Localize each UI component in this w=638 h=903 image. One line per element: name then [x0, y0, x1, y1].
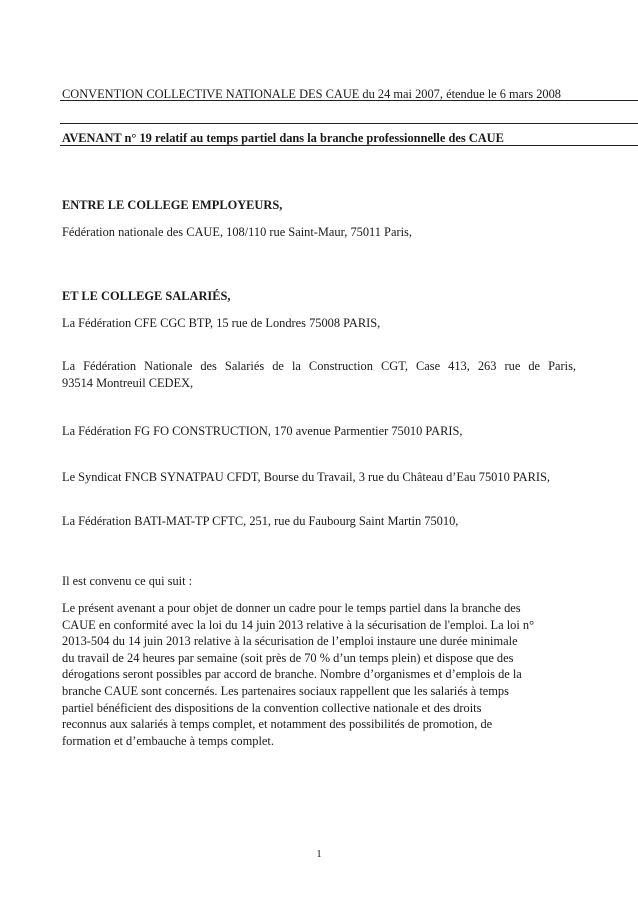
header-rule-top [60, 100, 638, 101]
header-rule-upper [60, 123, 638, 124]
agreement-intro: Il est convenu ce qui suit : [62, 574, 193, 588]
convention-title: CONVENTION COLLECTIVE NATIONALE DES CAUE du 24 mai 2007, étendue le 6 mars 2008 [62, 87, 561, 101]
body-line: partiel bénéficient des dispositions de la convention collective nationale et des droits [62, 700, 482, 715]
body-line: reconnus aux salariés à temps complet, et notamment des possibilités de promotion, de [62, 717, 493, 732]
body-line: branche CAUE sont concernés. Les partenaires sociaux rappellent que les salariés à temps [62, 683, 509, 698]
body-line: CAUE en conformité avec la loi du 14 juin 2013 relative à la sécurisation de l'emploi. La loi n° [62, 617, 535, 632]
page-number: 1 [316, 848, 322, 860]
agreement-body [62, 600, 582, 749]
salaries-item-cgt-line1: La Fédération Nationale des Salariés de la Construction CGT, Case 413, 263 rue de Paris, [62, 359, 576, 373]
header-rule-lower [60, 145, 638, 146]
salaries-item-cgt-line2: 93514 Montreuil CEDEX, [62, 376, 194, 390]
salaries-item-cfdt: Le Syndicat FNCB SYNATPAU CFDT, Bourse du Travail, 3 rue du Château d’Eau 75010 PARIS, [62, 470, 550, 484]
salaries-heading: ET LE COLLEGE SALARIÉS, [62, 289, 231, 303]
employeurs-heading: ENTRE LE COLLEGE EMPLOYEURS, [62, 198, 283, 212]
employeurs-federation: Fédération nationale des CAUE, 108/110 rue Saint-Maur, 75011 Paris, [62, 225, 412, 239]
avenant-title: AVENANT n° 19 relatif au temps partiel dans la branche professionnelle des CAUE [62, 131, 504, 145]
body-line: formation et d’embauche à temps complet. [62, 733, 274, 748]
salaries-item-cftc: La Fédération BATI-MAT-TP CFTC, 251, rue du Faubourg Saint Martin 75010, [62, 514, 459, 528]
body-line: du travail de 24 heures par semaine (soit près de 70 % d’un temps plein) et dispose que des [62, 650, 514, 665]
body-line: 2013-504 du 14 juin 2013 relative à la sécurisation de l’emploi instaure une durée minimale [62, 634, 518, 649]
body-line: dérogations seront possibles par accord de branche. Nombre d’organismes et d’emplois de la [62, 667, 522, 682]
salaries-item-fo: La Fédération FG FO CONSTRUCTION, 170 avenue Parmentier 75010 PARIS, [62, 424, 463, 438]
body-line: Le présent avenant a pour objet de donner un cadre pour le temps partiel dans la branche des [62, 601, 521, 615]
salaries-item-cfe-cgc: La Fédération CFE CGC BTP, 15 rue de Londres 75008 PARIS, [62, 316, 381, 330]
